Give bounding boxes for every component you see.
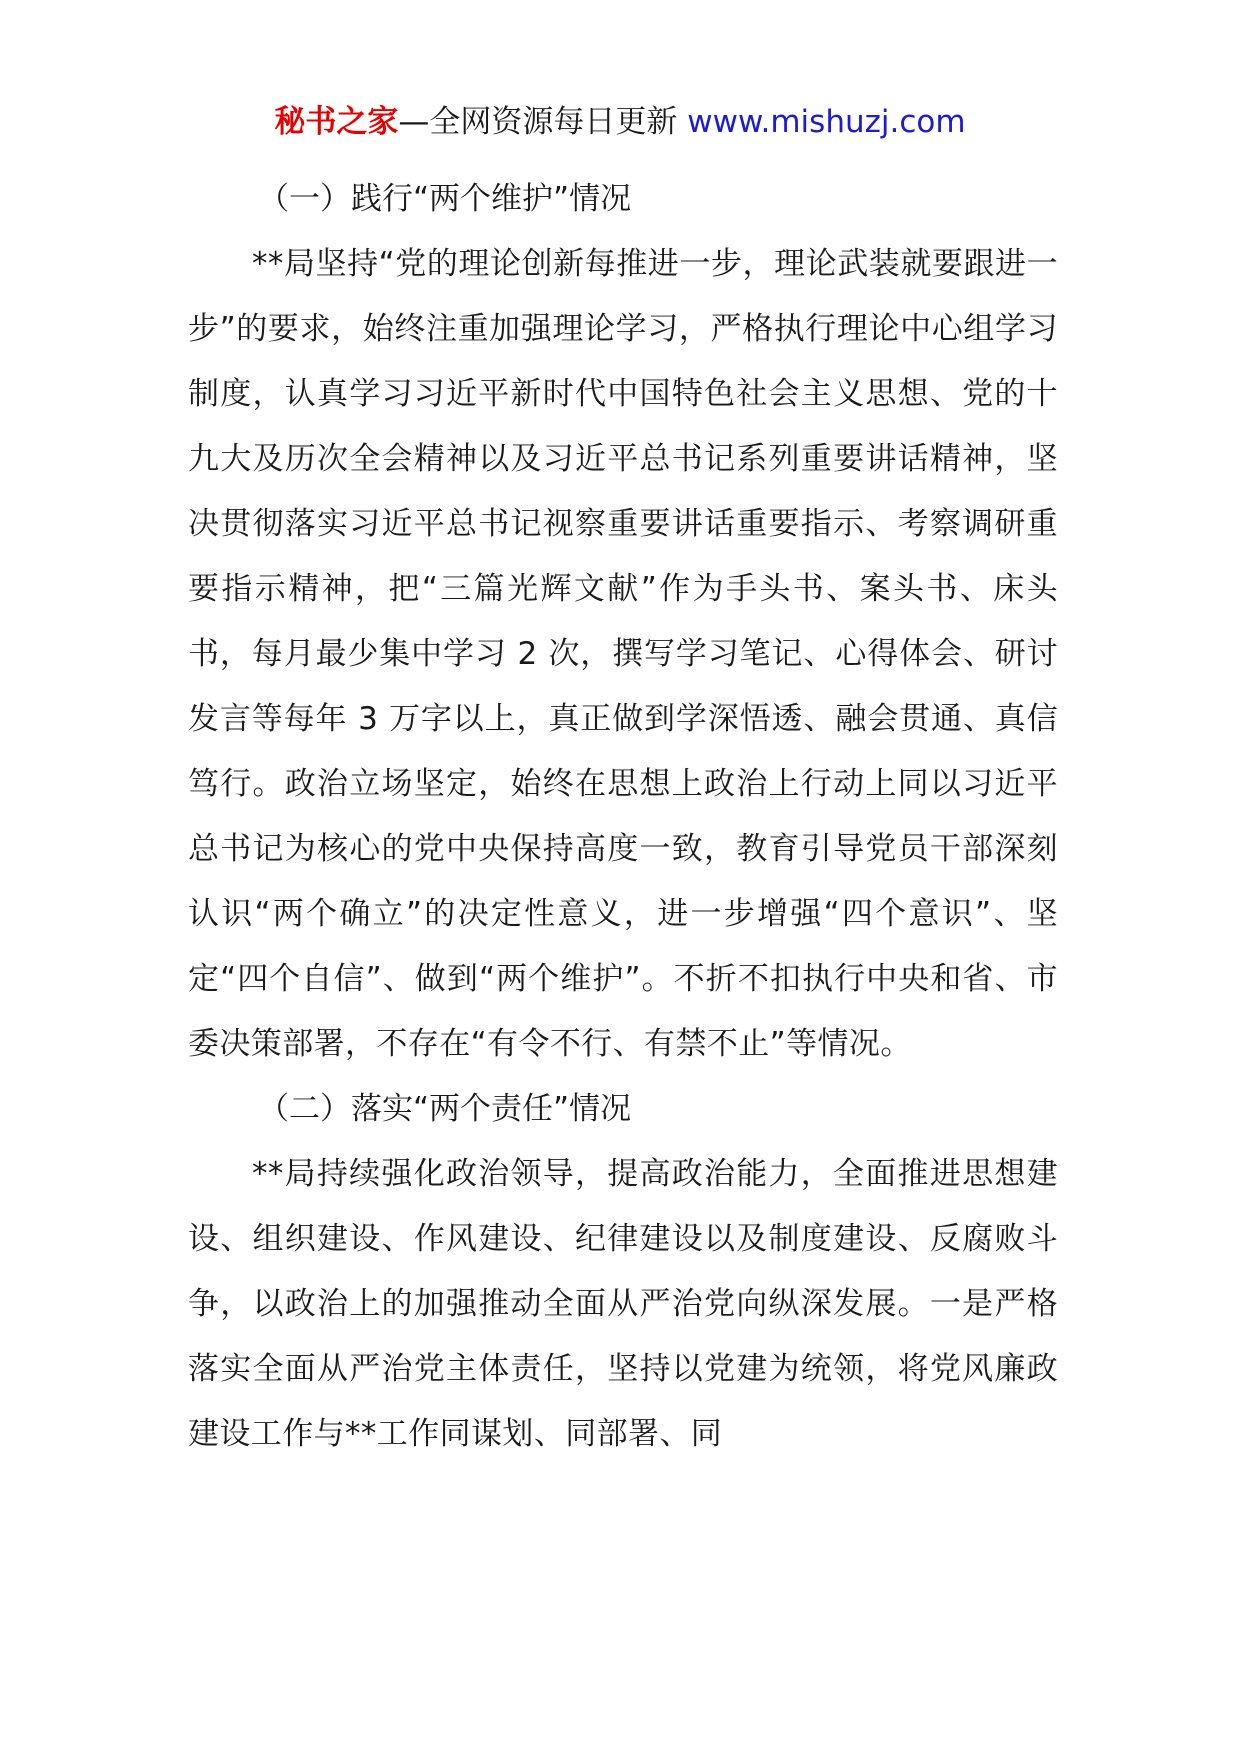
- section-title-1: （一）践行“两个维护”情况: [258, 181, 632, 217]
- page-header: [0, 100, 1240, 144]
- header-slogan: —全网资源每日更新: [398, 104, 678, 140]
- document-body: [188, 167, 1058, 1467]
- section-paragraph-1: **局坚持“党的理论创新每推进一步，理论武装就要跟进一步”的要求，始终注重加强理论学习，严格执行理论中心组学习制度，认真学习习近平新时代中国特色社会主义思想、党的十九大及历次全会精神以及习近平总书记系列重要讲话精神，坚决贯彻落实习近平总书记视察重要讲话重要指示、考察调研重要指示精神，把“三篇光辉文献”作为手头书、案头书、床头书，每月最少集中学习 2 次，撰写学习笔记、心得体会、研讨发言等每年 3 万字以上，真正做到学深悟透、融会贯通、真信笃行。政治立场坚定，始终在思想上政治上行动上同以习近平总书记为核心的党中央保持高度一致，教育引导党员干部深刻认识“两个确立”的决定性意义，进一步增强“四个意识”、坚定“四个自信”、做到“两个维护”。不折不扣执行中央和省、市委决策部署，不存在“有令不行、有禁不止”等情况。: [188, 246, 1058, 1062]
- section-title-2: （二）落实“两个责任”情况: [258, 1091, 632, 1127]
- brand-name: 秘书之家: [274, 104, 399, 140]
- website-link[interactable]: www.mishuzj.com: [687, 104, 966, 140]
- section-paragraph-2: **局持续强化政治领导，提高政治能力，全面推进思想建设、组织建设、作风建设、纪律建设以及制度建设、反腐败斗争，以政治上的加强推动全面从严治党向纵深发展。一是严格落实全面从严治党主体责任，坚持以党建为统领，将党风廉政建设工作与**工作同谋划、同部署、同: [188, 1156, 1058, 1452]
